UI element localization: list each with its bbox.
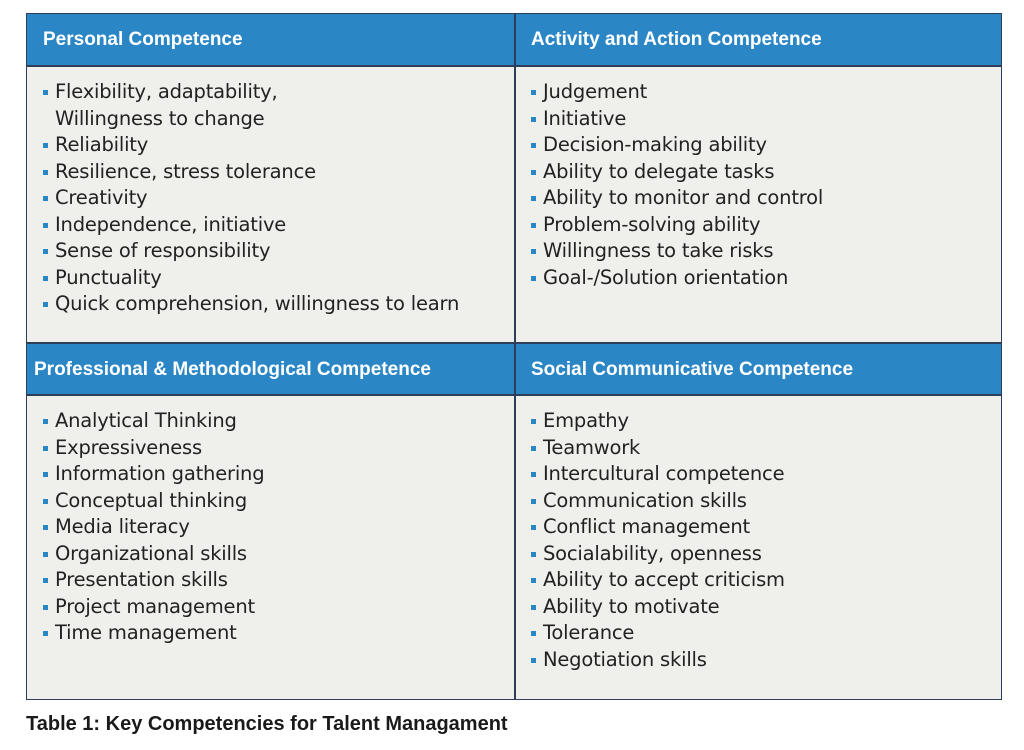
list-item-text: Project management [55, 594, 255, 618]
list-item-text: Conceptual thinking [55, 488, 247, 512]
list-item-text: Ability to accept criticism [543, 568, 785, 591]
list-item [43, 488, 264, 515]
list-item [531, 408, 785, 435]
list-personal-competence [43, 79, 459, 318]
list-item [43, 567, 264, 594]
list-item [43, 514, 264, 541]
list-item-text: Ability to monitor and control [543, 186, 824, 209]
list-activity-competence [531, 79, 823, 291]
list-item [43, 132, 459, 159]
list-item [43, 212, 459, 239]
header-title: Activity and Action Competence [531, 29, 822, 50]
list-item-text: Sense of responsibility [55, 239, 271, 262]
header-personal-competence [27, 14, 514, 66]
list-item [531, 265, 823, 292]
header-professional-competence [27, 344, 514, 396]
list-item [531, 594, 785, 621]
list-item-text: Organizational skills [55, 541, 247, 565]
list-social-competence [531, 408, 785, 673]
list-item-text: Intercultural competence [543, 462, 785, 485]
list-item-text: Analytical Thinking [55, 409, 237, 432]
list-item-text: Reliability [55, 133, 149, 156]
competency-table [26, 13, 1002, 700]
list-item [531, 488, 785, 515]
list-item-text: Creativity [55, 186, 148, 209]
list-item-text: Ability to motivate [543, 594, 720, 618]
header-title: Professional & Methodological Competence [34, 359, 431, 380]
vertical-divider [514, 14, 516, 699]
header-title: Social Communicative Competence [531, 359, 854, 380]
list-item [531, 435, 785, 462]
list-item [43, 541, 264, 568]
list-item [43, 620, 264, 647]
list-item-text: Negotiation skills [543, 647, 707, 671]
header-activity-competence [515, 14, 1001, 66]
list-item-text: Flexibility, adaptability, [55, 80, 278, 103]
list-item [43, 594, 264, 621]
list-item-text: Punctuality [55, 265, 162, 289]
list-item [531, 185, 823, 212]
list-item-text: Expressiveness [55, 435, 202, 459]
list-item-text: Goal-/Solution orientation [543, 265, 789, 289]
list-item-text: Initiative [543, 106, 627, 130]
list-item-text: Independence, initiative [55, 212, 287, 236]
list-item [531, 212, 823, 239]
list-item [43, 291, 459, 318]
list-item [531, 567, 785, 594]
list-item [43, 461, 264, 488]
list-item-text: Judgement [543, 80, 648, 103]
list-item [43, 79, 459, 132]
list-item [531, 238, 823, 265]
list-item-text: Teamwork [543, 435, 641, 459]
list-item [43, 408, 264, 435]
list-item [43, 159, 459, 186]
header-underline-top [27, 65, 1001, 67]
list-item [531, 106, 823, 133]
list-item-text: Conflict management [543, 515, 750, 538]
list-item [531, 647, 785, 674]
header-title: Personal Competence [43, 29, 243, 50]
header-social-competence [515, 344, 1001, 396]
list-item [43, 238, 459, 265]
list-item [531, 541, 785, 568]
list-item-text: Resilience, stress tolerance [55, 159, 316, 183]
list-item-text: Problem-solving ability [543, 212, 761, 236]
list-item-continuation: Willingness to change [55, 106, 265, 130]
list-item-text: Empathy [543, 409, 629, 432]
list-item [531, 461, 785, 488]
header-underline-bottom [27, 394, 1001, 396]
horizontal-divider [27, 342, 1001, 344]
list-item-text: Information gathering [55, 462, 265, 485]
list-item-text: Willingness to take risks [543, 239, 774, 262]
list-item [43, 265, 459, 292]
list-item-text: Decision-making ability [543, 133, 767, 156]
list-item-text: Communication skills [543, 488, 747, 512]
list-item [531, 514, 785, 541]
list-item-text: Ability to delegate tasks [543, 159, 775, 183]
list-item-text: Time management [55, 621, 237, 644]
list-item [531, 620, 785, 647]
list-item-text: Tolerance [543, 621, 635, 644]
list-item [43, 185, 459, 212]
list-item [531, 132, 823, 159]
list-item [531, 159, 823, 186]
list-item-text: Presentation skills [55, 568, 228, 591]
list-item [43, 435, 264, 462]
table-caption: Table 1: Key Competencies for Talent Managament [26, 713, 508, 735]
list-item-text: Socialability, openness [543, 541, 762, 565]
list-item [531, 79, 823, 106]
list-professional-competence [43, 408, 264, 647]
list-item-text: Quick comprehension, willingness to learn [55, 292, 460, 315]
list-item-text: Media literacy [55, 515, 190, 538]
